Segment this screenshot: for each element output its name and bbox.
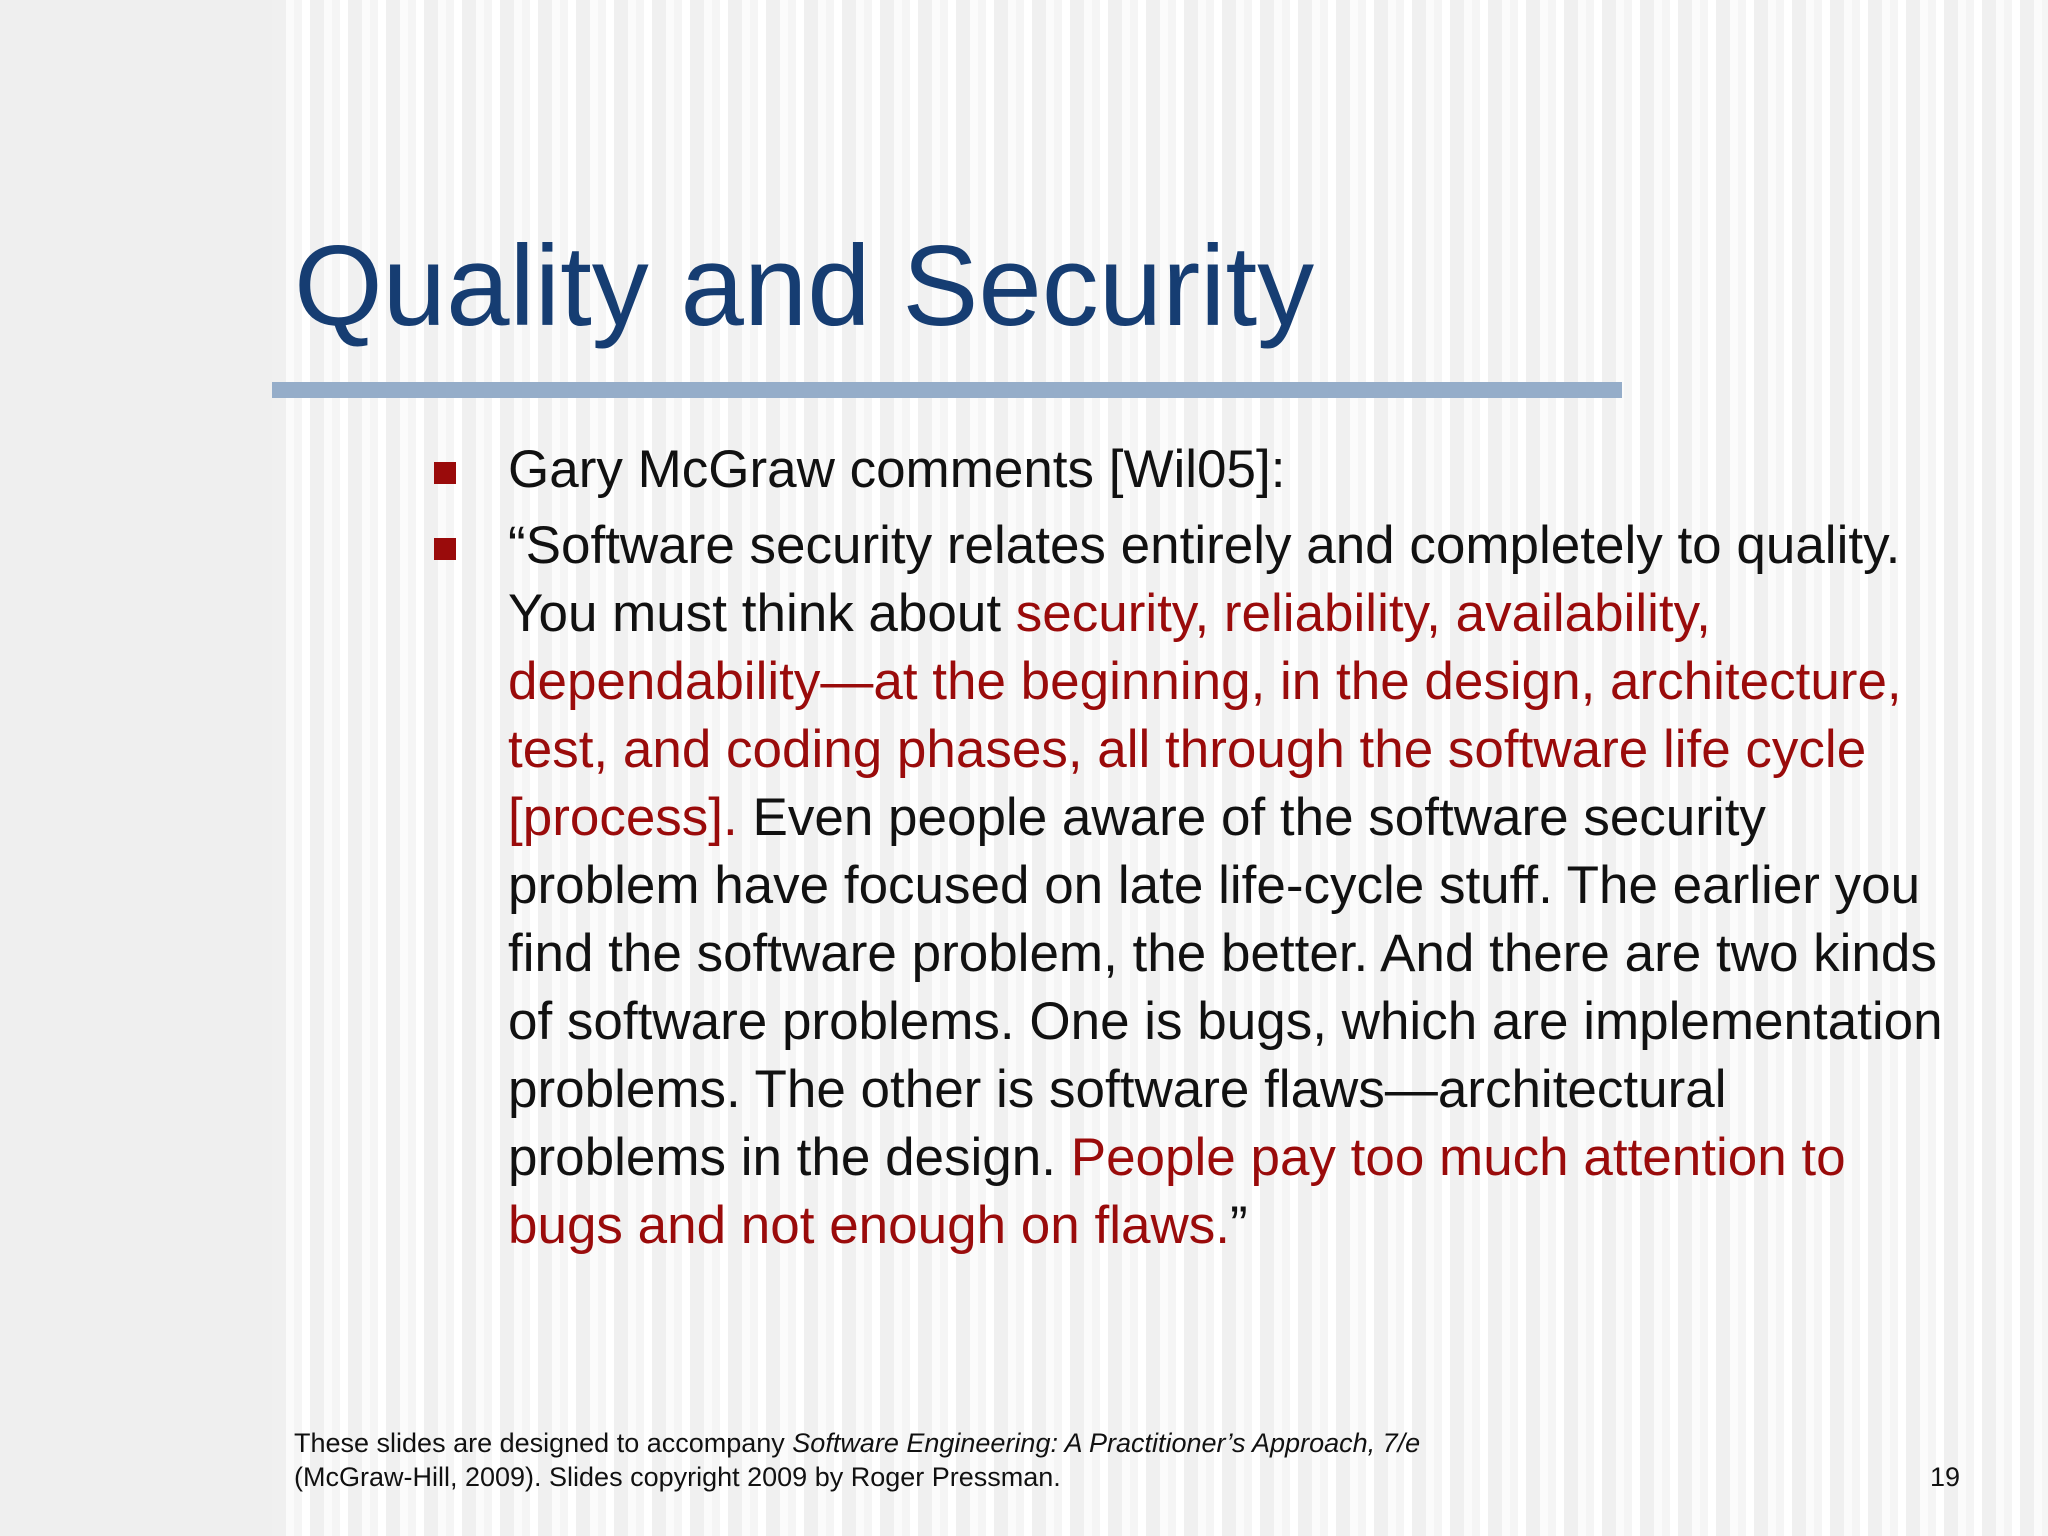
bullet-segment: Gary McGraw comments [Wil05]: [508, 440, 1286, 499]
quote-segment-plain: ” [1229, 1196, 1248, 1255]
slide-title: Quality and Security [294, 223, 1315, 350]
square-bullet-icon [434, 462, 456, 484]
footer-book-title: Software Engineering: A Practitioner’s Approach, 7/e [792, 1428, 1421, 1458]
bullet-item-quote [430, 512, 1950, 1260]
quote-segment-plain: Even people aware of the software security problem have focused on late life-cycle stuff. The earlier you find the software problem, the better. And there are two kinds of software problems. One is bugs, which are implementation problems. The other is software flaws—architectural problems in the design. [508, 788, 1943, 1187]
footer-prefix: These slides are designed to accompany [294, 1428, 793, 1458]
page-number: 19 [1929, 1462, 1960, 1492]
footer-line-2: (McGraw-Hill, 2009). Slides copyright 2009 by Roger Pressman. [294, 1462, 1061, 1492]
quote-segment-plain: “Software security relates entirely and completely to quality. You must think about [508, 516, 1901, 643]
bullet-text [508, 516, 1943, 1255]
bullet-item-intro [430, 436, 1950, 504]
quote-segment-highlight: security, reliability, availability, dependability—at the beginning, in the design, architecture, test, and coding phases, all through the software life cycle [process]. [508, 584, 1902, 847]
footer-line-1 [294, 1426, 1420, 1460]
bullet-text [508, 440, 1285, 499]
title-underline-rule [272, 382, 1622, 398]
quote-segment-highlight: People pay too much attention to bugs and not enough on flaws. [508, 1128, 1846, 1255]
slide-footer [294, 1426, 1420, 1494]
square-bullet-icon [434, 538, 456, 560]
bullet-list [430, 436, 1950, 1268]
slide-left-margin [0, 0, 272, 1536]
